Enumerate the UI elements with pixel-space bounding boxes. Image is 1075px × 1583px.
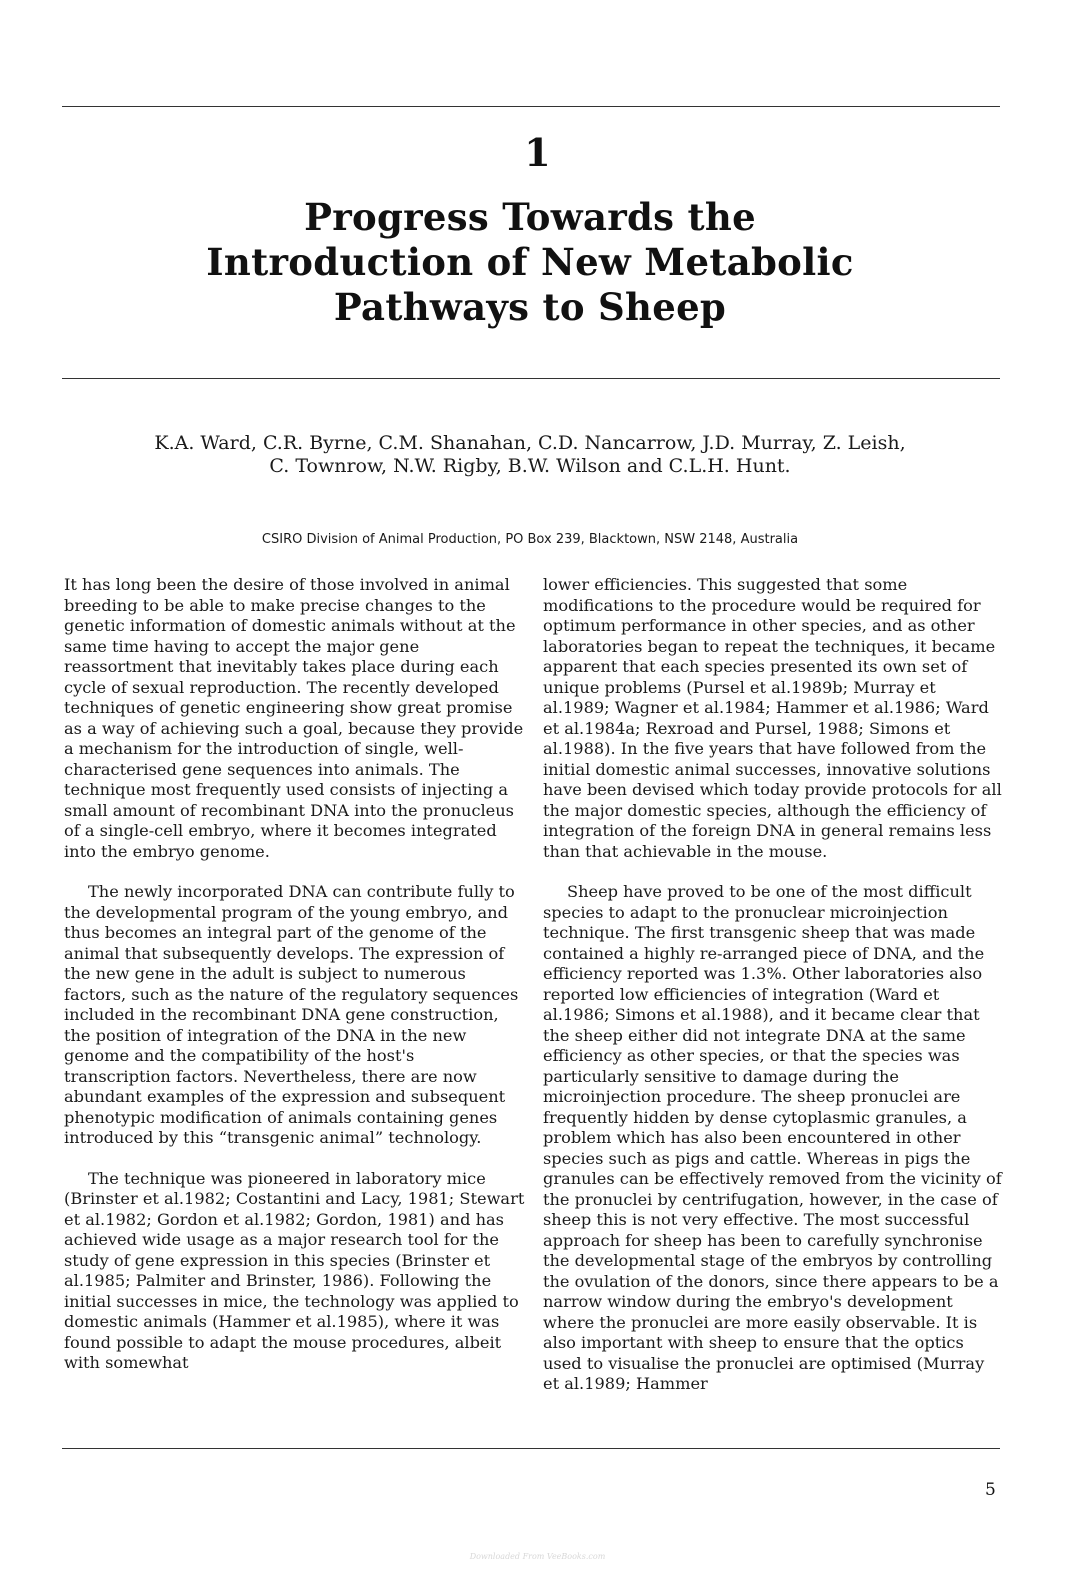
affiliation: CSIRO Division of Animal Production, PO Box 239, Blacktown, NSW 2148, Australia (261, 532, 799, 547)
left-column (64, 575, 526, 1394)
paragraph: The technique was pioneered in laboratory mice (Brinster et al.1982; Costantini and Lacy, 1981; Stewart et al.1982; Gordon et al.1982; Gordon, 1981) and has achieved wide usage as a major research tool for the study of gene expression in this species (Brinster et al.1985; Palmiter and Brinster, 1986). Following the initial successes in mice, the technology was applied to domestic animals (Hammer et al.1985), where it was found possible to adapt the mouse procedures, albeit with somewhat (64, 1168, 525, 1372)
paragraph: The newly incorporated DNA can contribute fully to the developmental program of the young embryo, and thus becomes an integral part of the genome of the animal that subsequently develops. The expression of the new gene in the adult is subject to numerous factors, such as the nature of the regulatory sequences included in the recombinant DNA gene construction, the position of integration of the DNA in the new genome and the compatibility of the host's transcription factors. Nevertheless, there are now abundant examples of the expression and subsequent phenotypic modification of animals containing genes introduced by this “transgenic animal” technology. (64, 882, 519, 1147)
bottom-rule (62, 1448, 1000, 1449)
chapter-title-line: Introduction of New Metabolic (206, 240, 854, 284)
author-line: C. Townrow, N.W. Rigby, B.W. Wilson and C.L.H. Hunt. (269, 455, 791, 477)
title-rule (62, 378, 1000, 379)
top-rule (62, 106, 1000, 107)
author-line: K.A. Ward, C.R. Byrne, C.M. Shanahan, C.D. Nancarrow, J.D. Murray, Z. Leish, (154, 432, 906, 454)
paragraph: It has long been the desire of those involved in animal breeding to be able to make precise changes to the genetic information of domestic animals without at the same time having to accept the major gene reassortment that inevitably takes place during each cycle of sexual reproduction. The recently developed techniques of genetic engineering show great promise as a way of achieving such a goal, because they provide a mechanism for the introduction of single, well-characterised gene sequences into animals. The technique most frequently used consists of injecting a small amount of recombinant DNA into the pronucleus of a single-cell embryo, where it becomes integrated into the embryo genome. (64, 575, 524, 861)
right-column (543, 575, 1005, 1415)
chapter-title-line: Progress Towards the (304, 195, 756, 239)
paragraph: lower efficiencies. This suggested that some modifications to the procedure would be required for optimum performance in other species, and as other laboratories began to repeat the techniques, it became apparent that each species presented its own set of unique problems (Pursel et al.1989b; Murray et al.1989; Wagner et al.1984; Hammer et al.1986; Ward et al.1984a; Rexroad and Pursel, 1988; Simons et al.1988). In the five years that have followed from the initial domestic animal successes, innovative solutions have been devised which today provide protocols for all the major domestic species, although the efficiency of integration of the foreign DNA in general remains less than that achievable in the mouse. (543, 575, 1002, 861)
chapter-number: 1 (524, 130, 551, 175)
download-watermark: Downloaded From VeeBooks.com (469, 1552, 606, 1561)
page-number: 5 (985, 1480, 996, 1500)
author-list (0, 432, 1060, 478)
chapter-title-line: Pathways to Sheep (333, 285, 727, 329)
chapter-title (0, 195, 1060, 330)
paragraph: Sheep have proved to be one of the most difficult species to adapt to the pronuclear microinjection technique. The first transgenic sheep that was made contained a highly re-arranged piece of DNA, and the efficiency reported was 1.3%. Other laboratories also reported low efficiencies of integration (Ward et al.1986; Simons et al.1988), and it became clear that the sheep either did not integrate DNA at the same efficiency as other species, or that the species was particularly sensitive to damage during the microinjection procedure. The sheep pronuclei are frequently hidden by dense cytoplasmic granules, a problem which has also been encountered in other species such as pigs and cattle. Whereas in pigs the granules can be effectively removed from the vicinity of the pronuclei by centrifugation, however, in the case of sheep this is not very effective. The most successful approach for sheep has been to carefully synchronise the developmental stage of the embryos by controlling the ovulation of the donors, since there appears to be a narrow window during the embryo's development where the pronuclei are more easily observable. It is also important with sheep to ensure that the optics used to visualise the pronuclei are optimised (Murray et al.1989; Hammer (543, 882, 1002, 1393)
